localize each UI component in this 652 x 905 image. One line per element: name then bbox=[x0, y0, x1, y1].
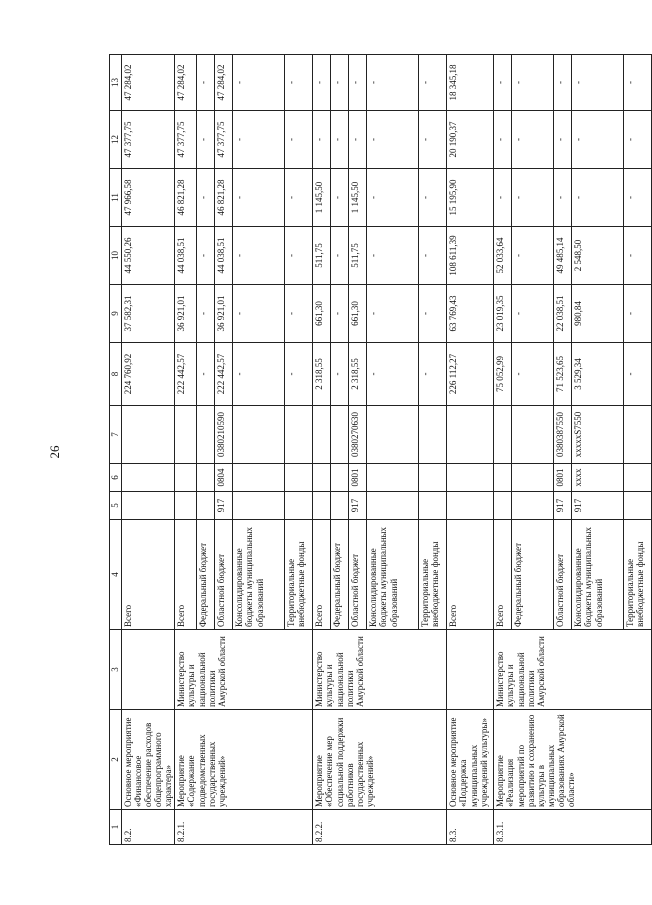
value-cell: - bbox=[313, 55, 331, 111]
funding-source: Федеральный бюджет bbox=[197, 520, 215, 630]
code-cell bbox=[313, 406, 331, 464]
code-cell bbox=[447, 464, 494, 492]
value-cell: - bbox=[233, 343, 285, 406]
value-cell: - bbox=[624, 55, 652, 111]
value-cell: - bbox=[197, 111, 215, 169]
header-cell: 13 bbox=[110, 55, 122, 111]
value-cell: 20 190,37 bbox=[447, 111, 494, 169]
value-cell: - bbox=[331, 169, 349, 227]
value-cell: - bbox=[572, 111, 624, 169]
table-row bbox=[175, 55, 197, 845]
code-cell bbox=[512, 406, 554, 464]
value-cell: - bbox=[512, 169, 554, 227]
value-cell: - bbox=[233, 227, 285, 285]
code-cell: xxxx bbox=[572, 464, 624, 492]
code-cell: 0801 bbox=[554, 464, 572, 492]
funding-source: Федеральный бюджет bbox=[512, 520, 554, 630]
code-cell bbox=[285, 406, 313, 464]
header-cell: 7 bbox=[110, 406, 122, 464]
value-cell: - bbox=[512, 343, 554, 406]
value-cell: 2 318,55 bbox=[349, 343, 367, 406]
value-cell: 511,75 bbox=[313, 227, 331, 285]
value-cell: 2 548,50 bbox=[572, 227, 624, 285]
value-cell: 44 038,51 bbox=[175, 227, 197, 285]
value-cell: - bbox=[331, 285, 349, 343]
code-cell: 0804 bbox=[215, 464, 233, 492]
header-cell: 5 bbox=[110, 492, 122, 520]
code-cell bbox=[419, 406, 447, 464]
code-cell bbox=[122, 464, 175, 492]
code-cell bbox=[197, 464, 215, 492]
code-cell bbox=[447, 406, 494, 464]
value-cell: - bbox=[367, 227, 419, 285]
code-cell bbox=[197, 492, 215, 520]
code-cell bbox=[494, 492, 512, 520]
code-cell bbox=[233, 406, 285, 464]
code-cell bbox=[197, 406, 215, 464]
code-cell bbox=[512, 464, 554, 492]
code-cell bbox=[419, 464, 447, 492]
value-cell: - bbox=[512, 55, 554, 111]
funding-source: Консолидированные бюджеты муниципальных образований bbox=[233, 520, 285, 630]
value-cell: - bbox=[419, 343, 447, 406]
value-cell: 47 284,02 bbox=[175, 55, 197, 111]
code-cell bbox=[624, 492, 652, 520]
value-cell: 661,30 bbox=[349, 285, 367, 343]
code-cell bbox=[313, 464, 331, 492]
value-cell: 47 377,75 bbox=[175, 111, 197, 169]
code-cell bbox=[447, 492, 494, 520]
value-cell: - bbox=[233, 55, 285, 111]
header-cell: 4 bbox=[110, 520, 122, 630]
value-cell: 37 582,31 bbox=[122, 285, 175, 343]
code-cell: xxxxxS7550 bbox=[572, 406, 624, 464]
code-cell bbox=[285, 492, 313, 520]
value-cell: 47 284,02 bbox=[215, 55, 233, 111]
funding-source: Территориальные внебюджетные фонды bbox=[624, 520, 652, 630]
code-cell: 0380210590 bbox=[215, 406, 233, 464]
value-cell: - bbox=[419, 169, 447, 227]
funding-source: Всего bbox=[494, 520, 512, 630]
item-name: Мероприятие «Обеспечение мер социальной поддержки работников государственных учреждений» bbox=[313, 710, 447, 810]
value-cell: 980,84 bbox=[572, 285, 624, 343]
funding-source: Всего bbox=[122, 520, 175, 630]
value-cell: - bbox=[349, 111, 367, 169]
value-cell: 108 611,39 bbox=[447, 227, 494, 285]
value-cell: 1 145,50 bbox=[313, 169, 331, 227]
value-cell: 1 145,50 bbox=[349, 169, 367, 227]
header-cell: 3 bbox=[110, 630, 122, 710]
code-cell bbox=[367, 492, 419, 520]
code-cell bbox=[175, 492, 197, 520]
code-cell: 0380387550 bbox=[554, 406, 572, 464]
value-cell: - bbox=[367, 111, 419, 169]
value-cell: 18 345,18 bbox=[447, 55, 494, 111]
value-cell: - bbox=[494, 55, 512, 111]
funding-source: Всего bbox=[313, 520, 331, 630]
funding-source: Областной бюджет bbox=[349, 520, 367, 630]
code-cell bbox=[331, 406, 349, 464]
code-cell bbox=[175, 406, 197, 464]
code-cell bbox=[367, 464, 419, 492]
value-cell: 222 442,57 bbox=[175, 343, 197, 406]
value-cell: - bbox=[285, 55, 313, 111]
header-cell: 12 bbox=[110, 111, 122, 169]
table-row bbox=[447, 55, 494, 845]
value-cell: - bbox=[233, 111, 285, 169]
rotated-table-container bbox=[109, 55, 646, 845]
value-cell: - bbox=[285, 343, 313, 406]
value-cell: - bbox=[349, 55, 367, 111]
value-cell: - bbox=[313, 111, 331, 169]
value-cell: - bbox=[512, 227, 554, 285]
code-cell bbox=[367, 406, 419, 464]
value-cell: 71 523,65 bbox=[554, 343, 572, 406]
value-cell: - bbox=[419, 285, 447, 343]
code-cell bbox=[175, 464, 197, 492]
value-cell: 23 019,35 bbox=[494, 285, 512, 343]
value-cell: - bbox=[624, 169, 652, 227]
value-cell: 44 550,26 bbox=[122, 227, 175, 285]
item-name: Мероприятие «Содержание подведомственных государственных учреждений» bbox=[175, 710, 313, 810]
value-cell: - bbox=[419, 111, 447, 169]
funding-source: Всего bbox=[447, 520, 494, 630]
funding-source: Консолидированные бюджеты муниципальных образований bbox=[367, 520, 419, 630]
funding-source: Территориальные внебюджетные фонды bbox=[419, 520, 447, 630]
value-cell: 47 377,75 bbox=[122, 111, 175, 169]
item-name: Основное мероприятие «Поддержка муниципальных учреждений культуры» bbox=[447, 710, 494, 810]
funding-source: Областной бюджет bbox=[554, 520, 572, 630]
header-cell: 2 bbox=[110, 710, 122, 810]
value-cell: - bbox=[331, 227, 349, 285]
table-row bbox=[494, 55, 512, 845]
table-row bbox=[313, 55, 331, 845]
code-cell bbox=[512, 492, 554, 520]
code-cell: 917 bbox=[572, 492, 624, 520]
value-cell: - bbox=[331, 55, 349, 111]
value-cell: - bbox=[512, 111, 554, 169]
value-cell: 222 442,57 bbox=[215, 343, 233, 406]
value-cell: 49 485,14 bbox=[554, 227, 572, 285]
value-cell: - bbox=[197, 343, 215, 406]
item-name: Основное мероприятие «Финансовое обеспечение расходов общепрограммного характера» bbox=[122, 710, 175, 810]
header-row bbox=[110, 55, 122, 845]
value-cell: 75 052,99 bbox=[494, 343, 512, 406]
item-number: 8.2.1. bbox=[175, 810, 313, 845]
value-cell: - bbox=[624, 343, 652, 406]
executor-cell: Министерство культуры и национальной политики Амурской области bbox=[494, 630, 652, 710]
code-cell: 917 bbox=[215, 492, 233, 520]
value-cell: - bbox=[233, 285, 285, 343]
value-cell: - bbox=[197, 169, 215, 227]
item-number: 8.2. bbox=[122, 810, 175, 845]
value-cell: 46 821,28 bbox=[215, 169, 233, 227]
code-cell bbox=[313, 492, 331, 520]
item-number: 8.3. bbox=[447, 810, 494, 845]
value-cell: - bbox=[624, 285, 652, 343]
item-number: 8.3.1. bbox=[494, 810, 652, 845]
header-cell: 9 bbox=[110, 285, 122, 343]
value-cell: 22 038,51 bbox=[554, 285, 572, 343]
value-cell: 2 318,55 bbox=[313, 343, 331, 406]
value-cell: 52 033,64 bbox=[494, 227, 512, 285]
value-cell: 47 966,58 bbox=[122, 169, 175, 227]
code-cell bbox=[494, 464, 512, 492]
header-cell: 6 bbox=[110, 464, 122, 492]
value-cell: - bbox=[285, 285, 313, 343]
header-cell: 11 bbox=[110, 169, 122, 227]
value-cell: 46 821,28 bbox=[175, 169, 197, 227]
code-cell bbox=[233, 492, 285, 520]
code-cell bbox=[285, 464, 313, 492]
value-cell: - bbox=[197, 55, 215, 111]
value-cell: - bbox=[624, 111, 652, 169]
funding-source: Всего bbox=[175, 520, 197, 630]
page-number: 26 bbox=[47, 445, 62, 459]
code-cell bbox=[331, 492, 349, 520]
value-cell: - bbox=[285, 169, 313, 227]
value-cell: 3 529,34 bbox=[572, 343, 624, 406]
value-cell: - bbox=[285, 111, 313, 169]
value-cell: - bbox=[197, 285, 215, 343]
budget-table bbox=[109, 54, 652, 845]
value-cell: - bbox=[554, 169, 572, 227]
value-cell: 36 921,01 bbox=[175, 285, 197, 343]
value-cell: 63 769,43 bbox=[447, 285, 494, 343]
value-cell: 15 195,90 bbox=[447, 169, 494, 227]
value-cell: 226 112,27 bbox=[447, 343, 494, 406]
code-cell: 0380270630 bbox=[349, 406, 367, 464]
value-cell: - bbox=[197, 227, 215, 285]
header-cell: 8 bbox=[110, 343, 122, 406]
value-cell: 36 921,01 bbox=[215, 285, 233, 343]
value-cell: 511,75 bbox=[349, 227, 367, 285]
item-number: 8.2.2. bbox=[313, 810, 447, 845]
code-cell bbox=[331, 464, 349, 492]
value-cell: - bbox=[367, 285, 419, 343]
value-cell: - bbox=[572, 55, 624, 111]
value-cell: - bbox=[512, 285, 554, 343]
value-cell: - bbox=[367, 55, 419, 111]
value-cell: - bbox=[331, 111, 349, 169]
header-cell: 10 bbox=[110, 227, 122, 285]
funding-source: Консолидированные бюджеты муниципальных образований bbox=[572, 520, 624, 630]
value-cell: - bbox=[419, 227, 447, 285]
code-cell bbox=[624, 464, 652, 492]
value-cell: - bbox=[233, 169, 285, 227]
value-cell: - bbox=[572, 169, 624, 227]
code-cell bbox=[122, 406, 175, 464]
value-cell: - bbox=[285, 227, 313, 285]
value-cell: - bbox=[367, 343, 419, 406]
value-cell: - bbox=[331, 343, 349, 406]
executor-cell: Министерство культуры и национальной политики Амурской области bbox=[175, 630, 313, 710]
code-cell bbox=[419, 492, 447, 520]
value-cell: - bbox=[554, 55, 572, 111]
value-cell: 224 760,92 bbox=[122, 343, 175, 406]
table-row bbox=[122, 55, 175, 845]
code-cell: 917 bbox=[349, 492, 367, 520]
executor-cell: Министерство культуры и национальной политики Амурской области bbox=[313, 630, 447, 710]
value-cell: - bbox=[367, 169, 419, 227]
executor-cell bbox=[122, 630, 175, 710]
code-cell bbox=[624, 406, 652, 464]
funding-source: Областной бюджет bbox=[215, 520, 233, 630]
code-cell bbox=[494, 406, 512, 464]
header-cell: 1 bbox=[110, 810, 122, 845]
value-cell: - bbox=[554, 111, 572, 169]
value-cell: 47 377,75 bbox=[215, 111, 233, 169]
code-cell: 917 bbox=[554, 492, 572, 520]
value-cell: - bbox=[494, 169, 512, 227]
executor-cell bbox=[447, 630, 494, 710]
code-cell bbox=[122, 492, 175, 520]
value-cell: - bbox=[494, 111, 512, 169]
item-name: Мероприятие «Реализация мероприятий по развитию и сохранению культуры в муниципальных образованиях Амурской области» bbox=[494, 710, 652, 810]
funding-source: Территориальные внебюджетные фонды bbox=[285, 520, 313, 630]
value-cell: 47 284,02 bbox=[122, 55, 175, 111]
code-cell bbox=[233, 464, 285, 492]
value-cell: 661,30 bbox=[313, 285, 331, 343]
code-cell: 0801 bbox=[349, 464, 367, 492]
funding-source: Федеральный бюджет bbox=[331, 520, 349, 630]
value-cell: - bbox=[624, 227, 652, 285]
value-cell: - bbox=[419, 55, 447, 111]
value-cell: 44 038,51 bbox=[215, 227, 233, 285]
